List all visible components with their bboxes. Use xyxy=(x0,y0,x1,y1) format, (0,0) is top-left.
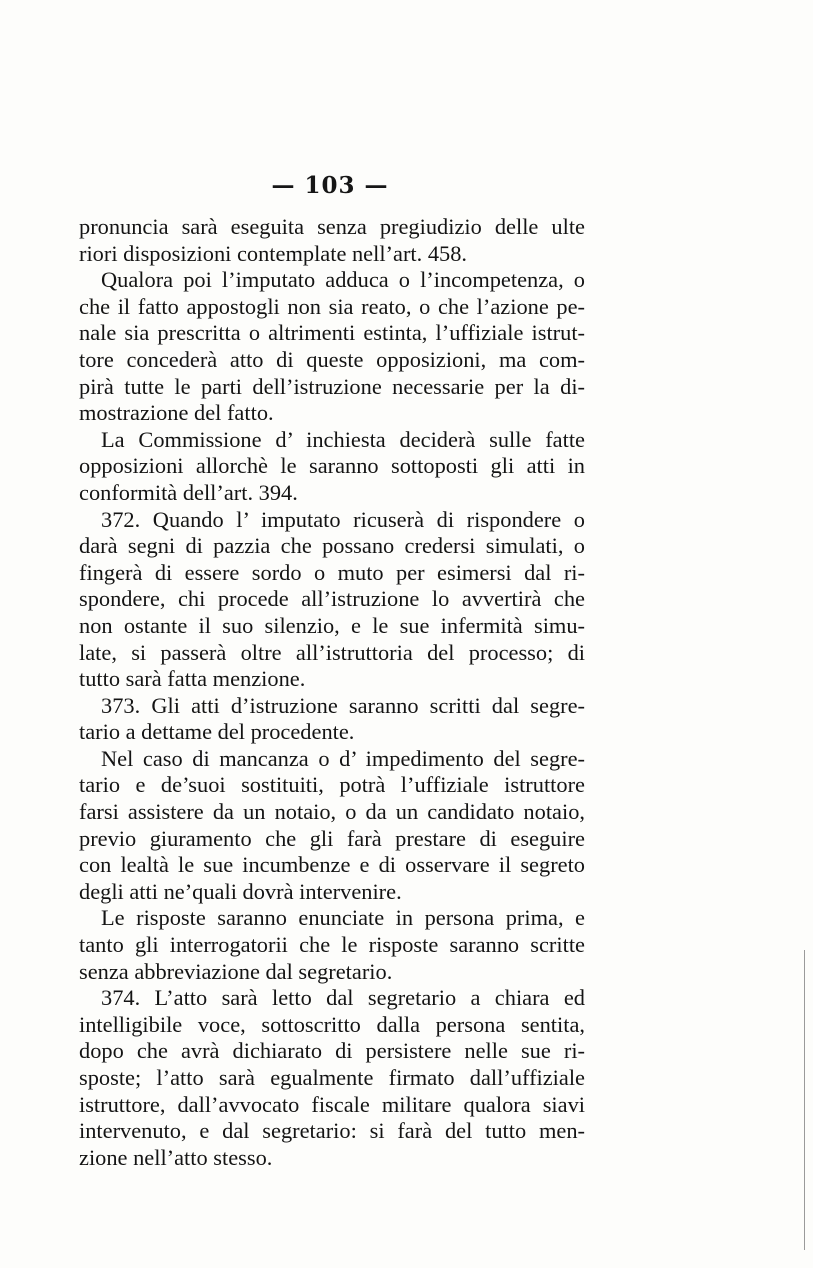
text-line: riori disposizioni contemplate nell’art. 458. xyxy=(79,240,468,266)
text-line: intelligibile voce, sottoscritto dalla persona sentita, xyxy=(79,1011,585,1037)
text-line: senza abbreviazione dal segretario. xyxy=(79,958,393,984)
text-line: previo giuramento che gli farà prestare di eseguire xyxy=(79,825,585,851)
text-line: farsi assistere da un notaio, o da un candidato notaio, xyxy=(79,799,585,825)
page-edge-line xyxy=(804,950,805,1250)
text-line: late, si passerà oltre all’istruttoria del processo; di xyxy=(79,639,585,665)
text-line: Le risposte saranno enunciate in persona prima, e xyxy=(101,905,585,931)
text-line: intervenuto, e dal segretario: si farà del tutto men- xyxy=(79,1118,585,1144)
paragraph-1 xyxy=(79,214,585,267)
text-line: tore concederà atto di queste opposizioni, ma com- xyxy=(79,346,585,372)
text-line: tanto gli interrogatorii che le risposte saranno scritte xyxy=(79,932,585,958)
text-line: fingerà di essere sordo o muto per esimersi dal ri- xyxy=(79,559,585,585)
paragraph-article-373 xyxy=(79,693,585,746)
text-line: Qualora poi l’imputato adduca o l’incompetenza, o xyxy=(101,267,585,293)
text-line: La Commissione d’ inchiesta deciderà sulle fatte xyxy=(101,426,585,452)
text-line: 374. L’atto sarà letto dal segretario a chiara ed xyxy=(101,985,585,1011)
text-line: zione nell’atto stesso. xyxy=(79,1144,273,1170)
text-line: mostrazione del fatto. xyxy=(79,400,274,426)
text-line: 372. Quando l’ imputato ricuserà di rispondere o xyxy=(101,506,585,532)
text-line: degli atti ne’quali dovrà intervenire. xyxy=(79,878,402,904)
page-number: — 103 — xyxy=(271,172,389,199)
text-line: pronuncia sarà eseguita senza pregiudizio delle ulte xyxy=(79,214,585,239)
page-body-text xyxy=(79,214,585,1171)
text-line: Nel caso di mancanza o d’ impedimento del segre- xyxy=(101,745,585,771)
text-line: 373. Gli atti d’istruzione saranno scritti dal segre- xyxy=(101,692,585,718)
text-line: che il fatto appostogli non sia reato, o che l’azione pe- xyxy=(79,293,585,319)
text-line: darà segni di pazzia che possano credersi simulati, o xyxy=(79,533,585,559)
text-line: tutto sarà fatta menzione. xyxy=(79,666,306,692)
text-line: opposizioni allorchè le saranno sottoposti gli atti in xyxy=(79,453,585,479)
text-line: nale sia prescritta o altrimenti estinta, l’uffiziale istrut- xyxy=(79,320,585,346)
text-line: istruttore, dall’avvocato fiscale militare qualora siavi xyxy=(79,1091,585,1117)
paragraph-2 xyxy=(79,267,585,427)
text-line: sposte; l’atto sarà egualmente firmato dall’uffiziale xyxy=(79,1065,585,1090)
text-line: dopo che avrà dichiarato di persistere nelle sue ri- xyxy=(79,1038,585,1064)
text-line: conformità dell’art. 394. xyxy=(79,479,298,505)
text-line: pirà tutte le parti dell’istruzione necessarie per la di- xyxy=(79,373,585,399)
paragraph-3 xyxy=(79,427,585,507)
text-line: spondere, chi procede all’istruzione lo avvertirà che xyxy=(79,586,585,612)
text-line: tario e de’suoi sostituiti, potrà l’uffiziale istruttore xyxy=(79,772,585,798)
text-line: tario a dettame del procedente. xyxy=(79,719,355,745)
paragraph-article-374 xyxy=(79,985,585,1171)
text-line: non ostante il suo silenzio, e le sue infermità simu- xyxy=(79,612,585,638)
paragraph-6 xyxy=(79,746,585,906)
paragraph-article-372 xyxy=(79,507,585,693)
text-line: con lealtà le sue incumbenze e di osservare il segreto xyxy=(79,852,585,878)
paragraph-7 xyxy=(79,905,585,985)
